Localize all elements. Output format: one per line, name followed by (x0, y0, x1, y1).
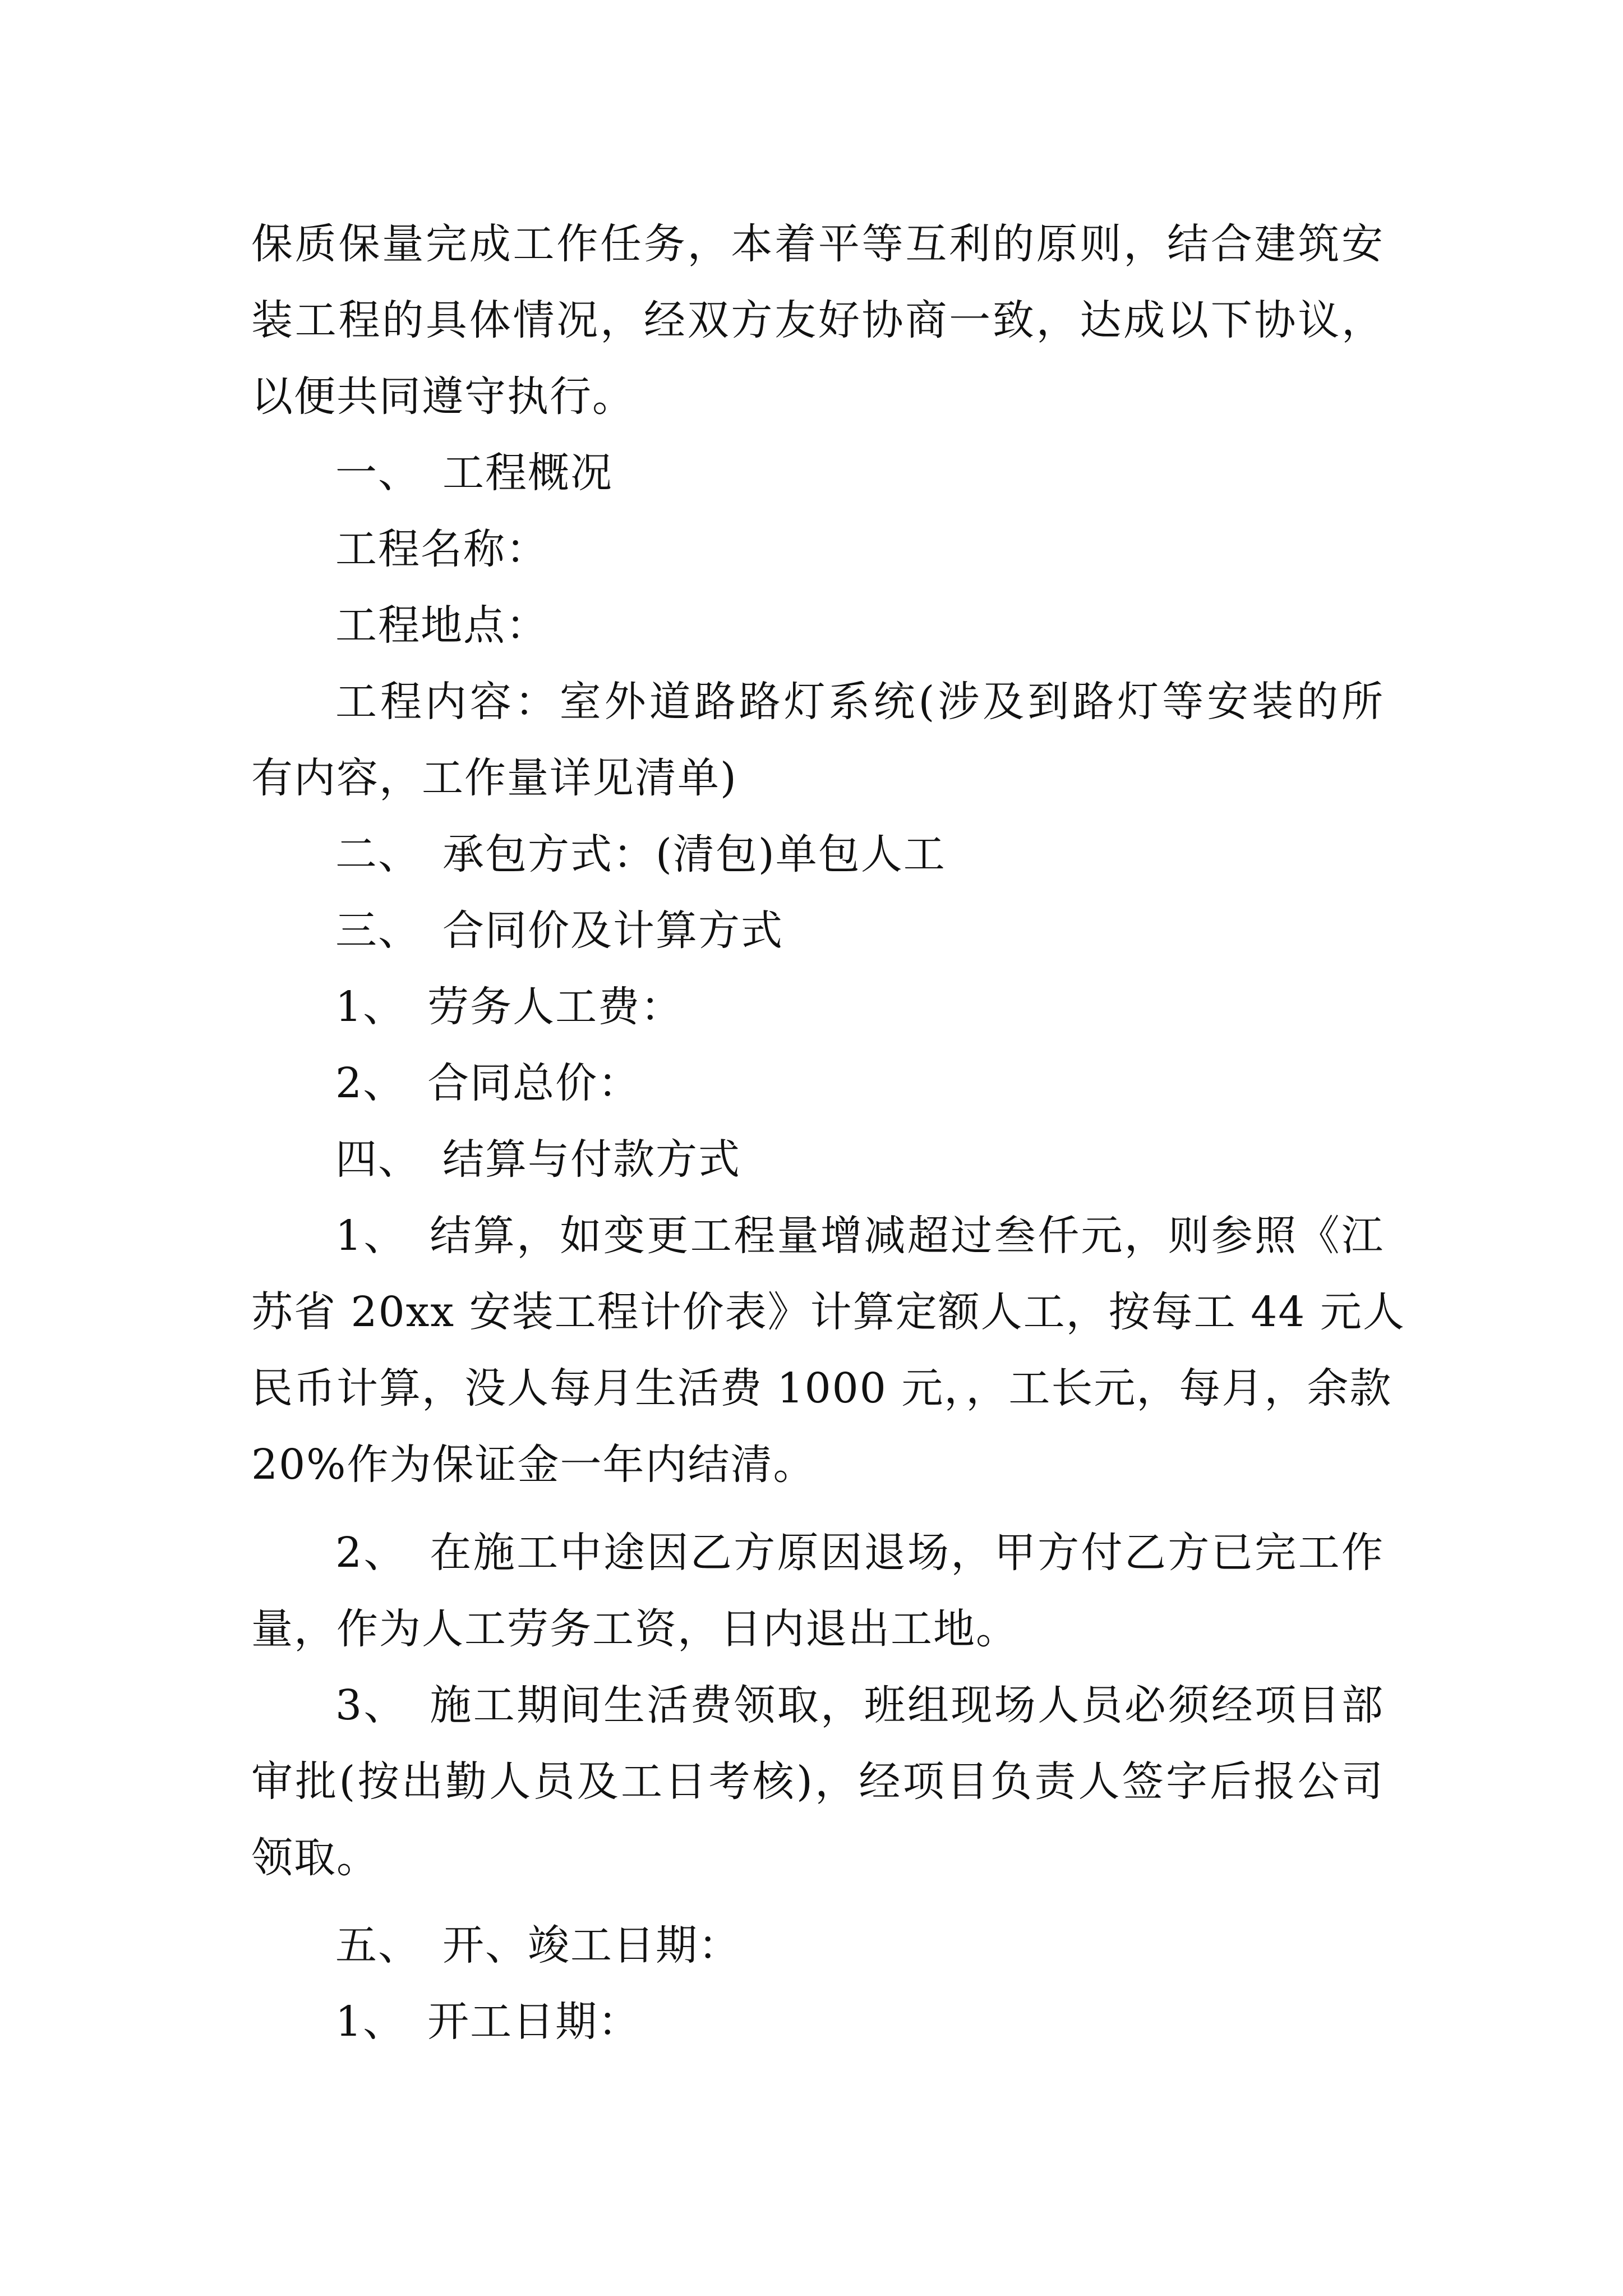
section-heading: 一、 工程概况 (335, 449, 613, 497)
field-label: 工程地点： (335, 601, 548, 650)
paragraph-line: 领取。 (251, 1834, 379, 1882)
list-item: 1、 劳务人工费： (335, 983, 684, 1031)
paragraph-line: 量，作为人工劳务工资，日内退出工地。 (251, 1605, 1018, 1653)
section-heading: 三、 合同价及计算方式 (335, 907, 783, 955)
section-heading: 四、 结算与付款方式 (335, 1135, 741, 1184)
paragraph-line: 1、 结算，如变更工程量增减超过叁仟元，则参照《江 (335, 1212, 1384, 1260)
paragraph-line: 审批(按出勤人员及工日考核)，经项目负责人签字后报公司 (251, 1757, 1384, 1806)
list-item: 1、 开工日期： (335, 1998, 641, 2046)
field-label: 工程名称： (335, 525, 548, 573)
paragraph-line: 20%作为保证金一年内结清。 (251, 1441, 816, 1489)
paragraph-line: 苏省 20xx 安装工程计价表》计算定额人工，按每工 44 元人 (251, 1288, 1405, 1336)
paragraph-line: 装工程的具体情况，经双方友好协商一致，达成以下协议， (251, 296, 1384, 344)
paragraph-line: 民币计算，没人每月生活费 1000 元，，工长元，每月，余款 (251, 1364, 1393, 1412)
paragraph-line: 2、 在施工中途因乙方原因退场，甲方付乙方已完工作 (335, 1529, 1384, 1577)
section-heading: 五、 开、竣工日期： (335, 1921, 741, 1970)
paragraph-line: 3、 施工期间生活费领取，班组现场人员必须经项目部 (335, 1681, 1384, 1729)
list-item: 2、 合同总价： (335, 1059, 641, 1107)
paragraph-line: 以便共同遵守执行。 (251, 372, 635, 421)
paragraph-line: 有内容，工作量详见清单) (251, 754, 737, 802)
paragraph-line: 工程内容：室外道路路灯系统(涉及到路灯等安装的所 (335, 678, 1384, 726)
paragraph-line: 保质保量完成工作任务，本着平等互利的原则，结合建筑安 (251, 220, 1384, 268)
section-heading: 二、 承包方式：(清包)单包人工 (335, 830, 946, 878)
